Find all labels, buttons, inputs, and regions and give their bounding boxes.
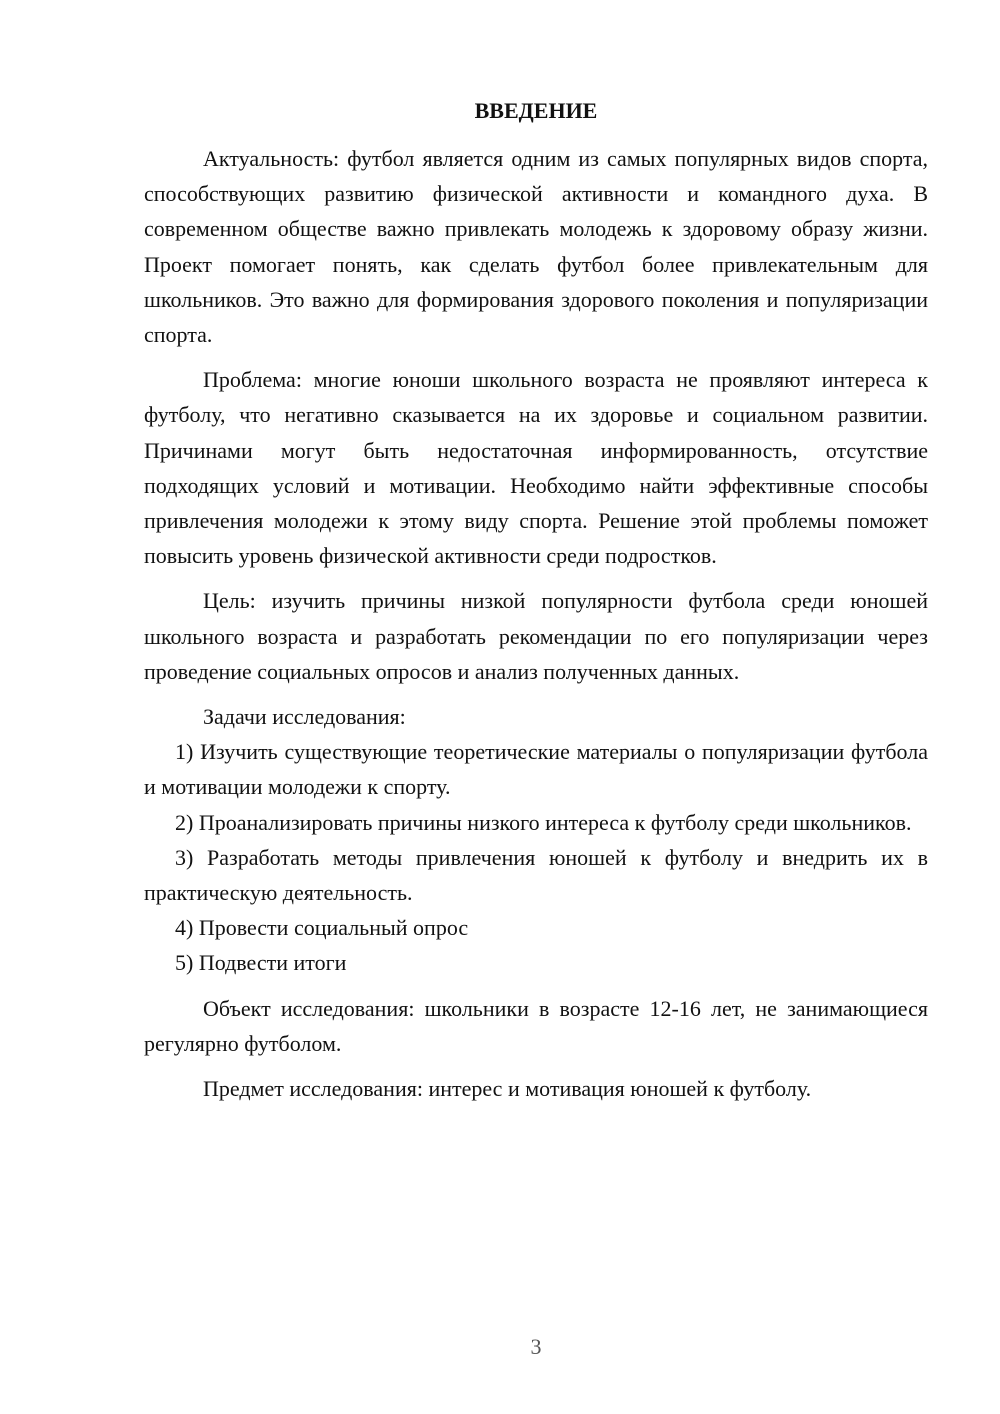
page-content [144,97,928,1106]
object-paragraph: Объект исследования: школьники в возрасте 12-16 лет, не занимающиеся регулярно футболом. [144,995,928,1056]
task-item: 4) Провести социальный опрос [175,915,469,941]
subject-paragraph: Предмет исследования: интерес и мотивация юношей к футболу. [203,1076,812,1102]
task-item: 2) Проанализировать причины низкого интереса к футболу среди школьников. [175,809,912,835]
task-item: 5) Подвести итоги [175,950,347,976]
goal-paragraph: Цель: изучить причины низкой популярности футбола среди юношей школьного возраста и разработать рекомендации по его популяризации через проведение социальных опросов и анализ полученных данных. [144,588,928,684]
problem-paragraph: Проблема: многие юноши школьного возраста не проявляют интереса к футболу, что негативно сказывается на их здоровье и социальном развитии. Причинами могут быть недостаточная информированность, отсутствие подходящих условий и мотивации. Необходимо найти эффективные способы привлечения молодежи к этому виду спорта. Решение этой проблемы поможет повысить уровень физической активности среди подростков. [144,367,928,569]
page-number: 3 [530,1334,542,1359]
task-item: 3) Разработать методы привлечения юношей к футболу и внедрить их в практическую деятельность. [144,844,928,906]
task-item: 1) Изучить существующие теоретические материалы о популяризации футбола и мотивации молодежи к спорту. [144,739,928,800]
tasks-title: Задачи исследования: [203,704,406,730]
page-title: ВВЕДЕНИЕ [474,98,598,123]
relevance-paragraph: Актуальность: футбол является одним из самых популярных видов спорта, способствующих развитию физической активности и командного духа. В современном обществе важно привлекать молодежь к здоровому образу жизни. Проект помогает понять, как сделать футбол более привлекательным для школьников. Это важно для формирования здорового поколения и популяризации спорта. [144,146,928,348]
tasks-list [144,734,928,980]
